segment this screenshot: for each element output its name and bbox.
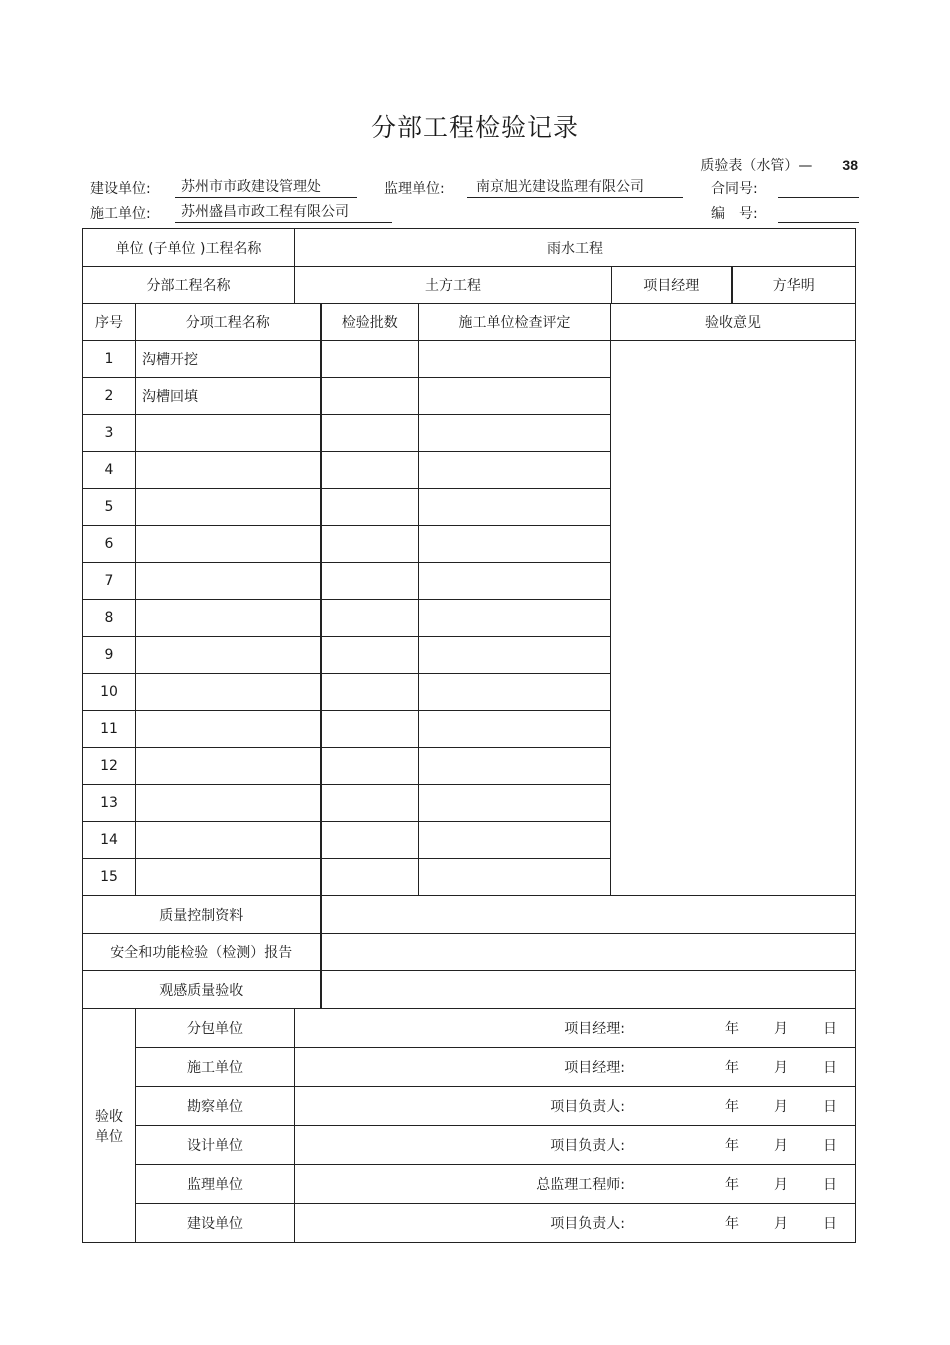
row-no: 7 [83, 563, 136, 600]
row-name [136, 600, 321, 637]
row-evaluation[interactable] [419, 415, 611, 452]
row-name [136, 526, 321, 563]
row-name [136, 822, 321, 859]
row-name [136, 748, 321, 785]
contract-no-value[interactable] [778, 177, 859, 198]
row-batches[interactable] [321, 526, 419, 563]
row-no: 12 [83, 748, 136, 785]
serial-no-value[interactable] [778, 202, 859, 223]
row-evaluation[interactable] [419, 785, 611, 822]
row-batches[interactable] [321, 711, 419, 748]
acceptance-unit: 建设单位 [136, 1204, 295, 1243]
form-number-label: 质验表（水管）— [700, 158, 813, 174]
acceptance-sign[interactable]: 项目经理: 年 月 日 [295, 1009, 856, 1048]
construction-unit-label: 建设单位: [90, 181, 151, 197]
acceptance-sign[interactable]: 项目负责人: 年 月 日 [295, 1087, 856, 1126]
construction-unit-value: 苏州市市政建设管理处 [175, 177, 357, 198]
row-evaluation[interactable] [419, 341, 611, 378]
row-batches[interactable] [321, 822, 419, 859]
acceptance-unit: 分包单位 [136, 1009, 295, 1048]
row-name [136, 859, 321, 896]
page-title: 分部工程检验记录 [370, 113, 579, 142]
row-name [136, 452, 321, 489]
quality-docs-label: 质量控制资料 [83, 896, 321, 934]
row-evaluation[interactable] [419, 711, 611, 748]
row-batches[interactable] [321, 785, 419, 822]
row-batches[interactable] [321, 674, 419, 711]
serial-no-label: 编 号: [711, 206, 758, 222]
row-no: 10 [83, 674, 136, 711]
row-no: 4 [83, 452, 136, 489]
row-batches[interactable] [321, 341, 419, 378]
safety-report-value[interactable] [321, 934, 856, 971]
row-no: 6 [83, 526, 136, 563]
row-batches[interactable] [321, 452, 419, 489]
row-no: 5 [83, 489, 136, 526]
row-batches[interactable] [321, 600, 419, 637]
row-name [136, 637, 321, 674]
opinion-cell[interactable] [611, 341, 856, 896]
row-name: 沟槽开挖 [136, 341, 321, 378]
pm-label: 项目经理 [612, 267, 732, 304]
acceptance-unit: 设计单位 [136, 1126, 295, 1165]
quality-docs-value[interactable] [321, 896, 856, 934]
row-name: 沟槽回填 [136, 378, 321, 415]
row-evaluation[interactable] [419, 452, 611, 489]
row-no: 13 [83, 785, 136, 822]
row-evaluation[interactable] [419, 859, 611, 896]
row-no: 9 [83, 637, 136, 674]
row-batches[interactable] [321, 378, 419, 415]
safety-report-label: 安全和功能检验（检测）报告 [83, 934, 321, 971]
row-name [136, 785, 321, 822]
col-header-batches: 检验批数 [321, 304, 419, 341]
sub-project-value: 土方工程 [295, 267, 612, 304]
row-evaluation[interactable] [419, 748, 611, 785]
row-evaluation[interactable] [419, 378, 611, 415]
builder-unit-value: 苏州盛昌市政工程有限公司 [175, 202, 392, 223]
row-batches[interactable] [321, 415, 419, 452]
acceptance-units-label: 验收 单位 [83, 1009, 136, 1243]
supervision-unit-value: 南京旭光建设监理有限公司 [467, 177, 683, 198]
row-no: 14 [83, 822, 136, 859]
row-evaluation[interactable] [419, 674, 611, 711]
row-evaluation[interactable] [419, 600, 611, 637]
builder-unit-label: 施工单位: [90, 206, 151, 222]
row-batches[interactable] [321, 563, 419, 600]
row-name [136, 674, 321, 711]
unit-project-label: 单位 (子单位 )工程名称 [83, 229, 295, 267]
row-batches[interactable] [321, 748, 419, 785]
row-name [136, 489, 321, 526]
acceptance-sign[interactable]: 项目负责人: 年 月 日 [295, 1126, 856, 1165]
acceptance-sign[interactable]: 项目经理: 年 月 日 [295, 1048, 856, 1087]
contract-no-label: 合同号: [711, 181, 758, 197]
sub-project-label: 分部工程名称 [83, 267, 295, 304]
acceptance-unit: 监理单位 [136, 1165, 295, 1204]
col-header-name: 分项工程名称 [136, 304, 321, 341]
form-number [700, 155, 858, 175]
row-batches[interactable] [321, 859, 419, 896]
row-no: 8 [83, 600, 136, 637]
acceptance-sign[interactable]: 总监理工程师: 年 月 日 [295, 1165, 856, 1204]
row-evaluation[interactable] [419, 563, 611, 600]
form-number-value: 38 [842, 157, 858, 173]
col-header-no: 序号 [83, 304, 136, 341]
row-no: 2 [83, 378, 136, 415]
unit-project-value: 雨水工程 [295, 229, 856, 267]
row-evaluation[interactable] [419, 489, 611, 526]
row-evaluation[interactable] [419, 822, 611, 859]
inspection-table [82, 228, 856, 1243]
row-name [136, 711, 321, 748]
appearance-label: 观感质量验收 [83, 971, 321, 1009]
appearance-value[interactable] [321, 971, 856, 1009]
acceptance-unit: 勘察单位 [136, 1087, 295, 1126]
col-header-evaluation: 施工单位检查评定 [419, 304, 611, 341]
row-no: 1 [83, 341, 136, 378]
row-name [136, 415, 321, 452]
acceptance-sign[interactable]: 项目负责人: 年 月 日 [295, 1204, 856, 1243]
row-no: 15 [83, 859, 136, 896]
table-row [83, 341, 856, 378]
supervision-unit-label: 监理单位: [384, 181, 445, 197]
row-batches[interactable] [321, 637, 419, 674]
pm-value: 方华明 [732, 267, 856, 304]
row-evaluation[interactable] [419, 526, 611, 563]
col-header-opinion: 验收意见 [611, 304, 856, 341]
row-name [136, 563, 321, 600]
row-no: 11 [83, 711, 136, 748]
row-no: 3 [83, 415, 136, 452]
acceptance-unit: 施工单位 [136, 1048, 295, 1087]
row-evaluation[interactable] [419, 637, 611, 674]
row-batches[interactable] [321, 489, 419, 526]
